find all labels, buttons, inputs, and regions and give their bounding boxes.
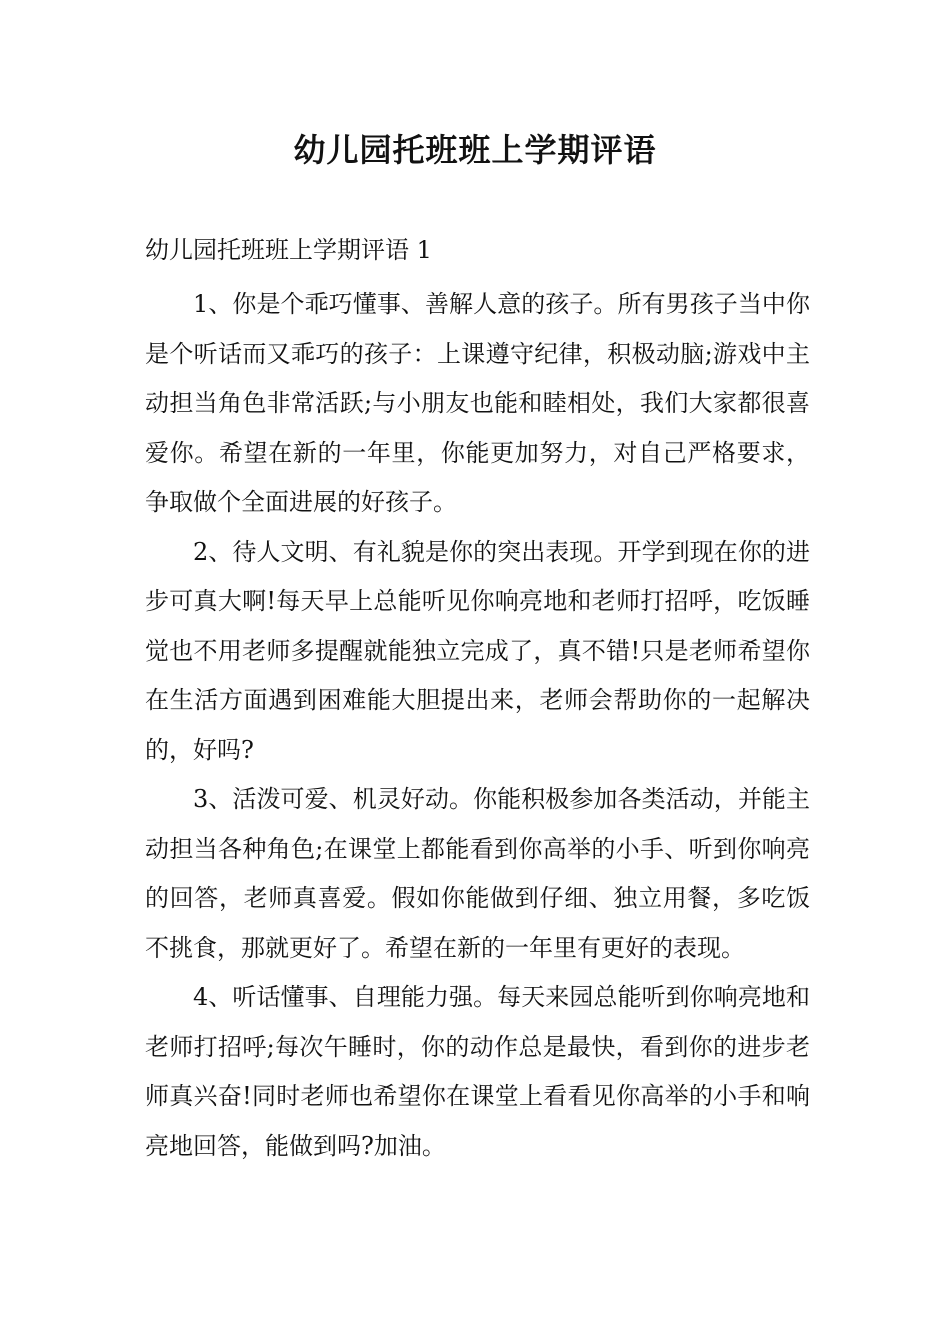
section-heading: 幼儿园托班班上学期评语 1 [145, 236, 432, 264]
document-body [145, 280, 810, 1171]
comment-paragraph-1: 1、你是个乖巧懂事、善解人意的孩子。所有男孩子当中你是个听话而又乖巧的孩子：上课遵守纪律，积极动脑;游戏中主动担当角色非常活跃;与小朋友也能和睦相处，我们大家都很喜爱你。希望在新的一年里，你能更加努力，对自己严格要求，争取做个全面进展的好孩子。 [145, 290, 810, 516]
document-title: 幼儿园托班班上学期评语 [293, 131, 657, 169]
comment-paragraph-4: 4、听话懂事、自理能力强。每天来园总能听到你响亮地和老师打招呼;每次午睡时，你的动作总是最快，看到你的进步老师真兴奋!同时老师也希望你在课堂上看看见你高举的小手和响亮地回答，能做到吗?加油。 [145, 983, 810, 1160]
comment-paragraph-2: 2、待人文明、有礼貌是你的突出表现。开学到现在你的进步可真大啊!每天早上总能听见你响亮地和老师打招呼，吃饭睡觉也不用老师多提醒就能独立完成了，真不错!只是老师希望你在生活方面遇到困难能大胆提出来，老师会帮助你的一起解决的，好吗? [145, 537, 810, 764]
comment-paragraph-3: 3、活泼可爱、机灵好动。你能积极参加各类活动，并能主动担当各种角色;在课堂上都能看到你高举的小手、听到你响亮的回答，老师真喜爱。假如你能做到仔细、独立用餐，多吃饭不挑食，那就更好了。希望在新的一年里有更好的表现。 [145, 785, 810, 962]
